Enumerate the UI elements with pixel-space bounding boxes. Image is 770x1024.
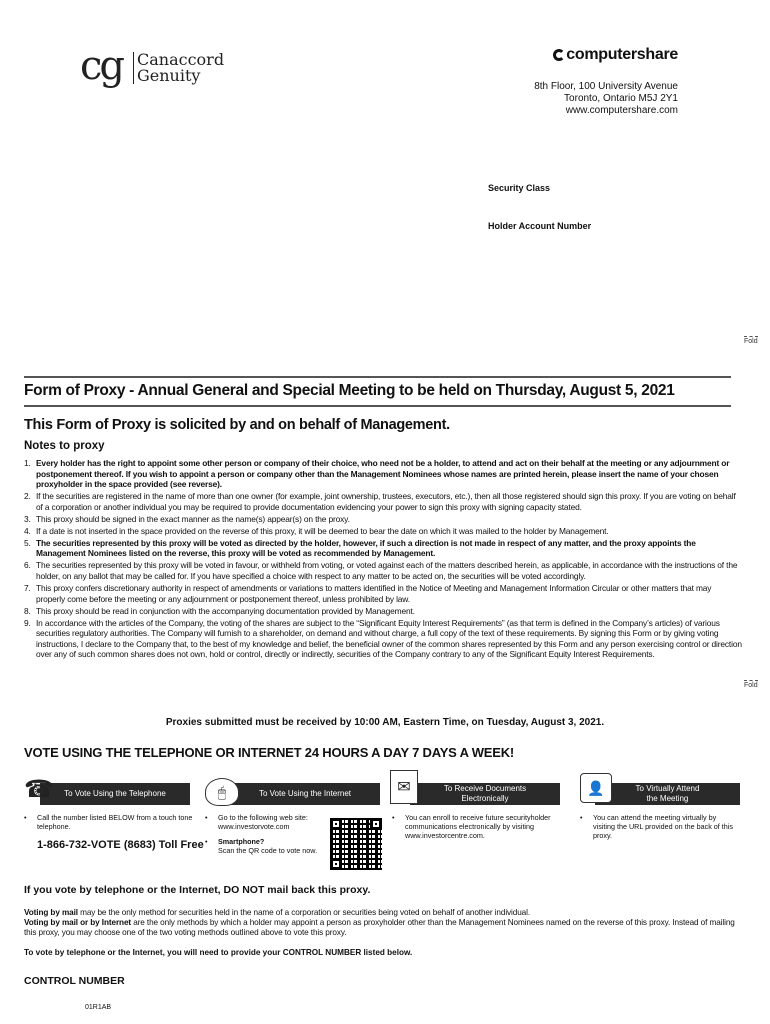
vote-heading: VOTE USING THE TELEPHONE OR INTERNET 24 HOURS A DAY 7 DAYS A WEEK! [24, 745, 515, 760]
computershare-address [534, 81, 678, 117]
computershare-c-icon [553, 49, 565, 61]
canaccord-genuity-name [133, 52, 224, 84]
note-number: 9. [24, 617, 31, 628]
form-code: 01R1AB [85, 1004, 112, 1011]
note-item [24, 583, 742, 604]
telephone-vote-title: To Vote Using the Telephone [64, 789, 166, 798]
telephone-bullet: Call the number listed BELOW from a touch tone telephone. [37, 813, 193, 831]
telephone-instructions [24, 814, 202, 832]
documents-icon: ✉ [390, 770, 418, 804]
documents-bullet[interactable]: You can enroll to receive future securityholder communications electronically by visiting www.investorcentre.com. [405, 813, 551, 840]
note-text: If the securities are registered in the name of more than one owner (for example, joint ownership, trustees, executors, etc.), then all those registered should sign this proxy. If you are voting on behalf of a corporation or another individual you may be required to provide documentation evidencing your power to sign this proxy with signing capacity stated. [36, 491, 736, 512]
note-number: 1. [24, 458, 31, 468]
note-text: The securities represented by this proxy will be voted in favour, or withheld from voting, or voted against each of the matters described herein, as applicable, in accordance with the instructions of the holder, on any ballot that may be called for. If you have specified a choice with respect to any matter to be acted on, the securities will be voted accordingly. [36, 560, 738, 581]
note-number: 5. [24, 537, 31, 548]
fold-mark-middle [744, 680, 758, 689]
cg-name-line2: Genuity [137, 66, 201, 85]
virtual-attend-title: To Virtually Attend the Meeting [635, 784, 700, 803]
mouse-icon: 🖱 [205, 778, 239, 806]
internet-instructions [205, 814, 336, 832]
note-number: 4. [24, 525, 31, 536]
virtual-instructions [580, 814, 733, 840]
note-item [24, 526, 742, 537]
note-text: If a date is not inserted in the space provided on the reverse of this proxy, it will be deemed to bear the date on which it was mailed to the holder by Management. [36, 525, 609, 536]
notes-list [24, 458, 742, 661]
note-text: This proxy should be signed in the exact manner as the name(s) appear(s) on the proxy. [36, 513, 350, 524]
fold-label: Fold [744, 682, 758, 689]
internet-bullet-1[interactable]: Go to the following web site: www.investorvote.com [218, 813, 308, 831]
mail-note-2 [24, 918, 744, 938]
note-item [24, 491, 742, 512]
computershare-logo-text: computershare [566, 46, 678, 63]
bullet: • [580, 813, 583, 822]
mail-note-1-bold: Voting by mail [24, 908, 78, 917]
address-line1: 8th Floor, 100 University Avenue [534, 81, 678, 92]
cg-name-line1: Canaccord [137, 50, 225, 69]
canaccord-cg-logo: cg [80, 43, 123, 89]
bullet: • [205, 837, 208, 846]
mail-voting-notes [24, 908, 744, 938]
fold-tick [744, 680, 758, 681]
virtual-attend-bar [595, 783, 740, 805]
fold-label: Fold [744, 338, 758, 345]
computershare-logo [553, 46, 678, 64]
note-item [24, 538, 742, 559]
fold-mark-top [744, 336, 758, 345]
fold-tick [744, 336, 758, 337]
mail-note-1-text: may be the only method for securities held in the name of a corporation or securities being voted on behalf of another individual. [77, 908, 530, 917]
bullet: • [205, 813, 208, 822]
holder-account-label: Holder Account Number [488, 221, 592, 231]
qr-finder [330, 818, 342, 830]
note-item [24, 514, 742, 525]
do-not-mail-warning: If you vote by telephone or the Internet, DO NOT mail back this proxy. [24, 884, 371, 896]
note-number: 6. [24, 560, 31, 571]
note-number: 7. [24, 583, 31, 594]
toll-free-number[interactable]: 1-866-732-VOTE (8683) Toll Free [37, 839, 204, 851]
title-bottom-rule [24, 405, 731, 407]
telephone-vote-bar [40, 783, 190, 805]
bullet: • [392, 813, 395, 822]
address-line2: Toronto, Ontario M5J 2Y1 [564, 93, 678, 104]
note-text: This proxy should be read in conjunction with the accompanying documentation provided by Management. [36, 605, 415, 616]
internet-bullet-2: Scan the QR code to vote now. [218, 845, 318, 855]
control-number-note: To vote by telephone or the Internet, you will need to provide your CONTROL NUMBER listed below. [24, 948, 413, 957]
proxy-deadline: Proxies submitted must be received by 10:00 AM, Eastern Time, on Tuesday, August 3, 2021. [165, 717, 605, 728]
internet-vote-title: To Vote Using the Internet [258, 789, 352, 798]
telephone-icon: ☎ [24, 775, 54, 803]
mail-note-2-bold: Voting by mail or by Internet [24, 918, 132, 927]
note-text: In accordance with the articles of the Company, the voting of the shares are subject to the “Significant Equity Interest Requirements” (as that term is defined in the Company’s articles) of various securities regulatory authorities. The Company will furnish to a shareholder, on demand and without charge, a full copy of the text of these requirements. By signing this Form or by giving voting instructions, I declare to the Company that, to the best of my knowledge and belief, the beneficial owner of the common shares represented by this Form and any person exercising control or direction over any of such common shares does not own, hold or control, directly or indirectly, securities of the Company contrary to any of the Significant Equity Interest Requirements. [36, 617, 742, 660]
virtual-bullet: You can attend the meeting virtually by visiting the URL provided on the back of this proxy. [593, 813, 733, 840]
solicitation-statement: This Form of Proxy is solicited by and on behalf of Management. [24, 417, 450, 433]
smartphone-label: Smartphone? [218, 837, 265, 846]
note-item [24, 606, 742, 617]
title-top-rule [24, 376, 731, 378]
note-number: 2. [24, 491, 31, 502]
qr-finder [370, 818, 382, 830]
note-text: This proxy confers discretionary authority in respect of amendments or variations to matters identified in the Notice of Meeting and Management Information Circular or other matters that may properly come before the meeting or any adjournment or postponement thereof, unless prohibited by law. [36, 583, 712, 604]
security-class-label: Security Class [488, 183, 551, 193]
note-item [24, 458, 742, 490]
smartphone-instructions [205, 838, 336, 856]
form-title: Form of Proxy - Annual General and Special Meeting to be held on Thursday, August 5, 2021 [24, 382, 675, 399]
qr-code[interactable] [330, 818, 382, 870]
note-item [24, 560, 742, 581]
bullet: • [24, 813, 27, 822]
documents-title: To Receive Documents Electronically [443, 784, 527, 803]
notes-heading: Notes to proxy [24, 440, 105, 452]
control-number-label: CONTROL NUMBER [24, 975, 125, 987]
mail-note-2-text: are the only methods by which a holder may appoint a person as proxyholder other than the Management Nominees named on the reverse of this proxy. Instead of mailing this proxy, you may choose one of the two voting methods outlined above to vote this proxy. [24, 918, 735, 937]
mail-note-1 [24, 908, 744, 918]
note-text: Every holder has the right to appoint some other person or company of their choice, who need not be a holder, to attend and act on their behalf at the meeting or any adjournment or postponement thereof. If you wish to appoint a person or company other than the Management Nominees whose names are printed herein, please insert the name of your chosen proxyholder in the space provided (see reverse). [36, 458, 730, 489]
virtual-meeting-icon: 👤 [580, 773, 612, 803]
note-item [24, 618, 742, 660]
internet-vote-bar [230, 783, 380, 805]
qr-finder [330, 858, 342, 870]
documents-instructions [392, 814, 570, 840]
documents-bar [410, 783, 560, 805]
address-line3: www.computershare.com [565, 105, 678, 116]
note-number: 3. [24, 513, 31, 524]
note-number: 8. [24, 605, 31, 616]
note-text: The securities represented by this proxy will be voted as directed by the holder, however, if such a direction is not made in respect of any matter, and the proxy appoints the Management Nominees listed on the reverse, this proxy will be voted as recommended by Management. [36, 537, 696, 559]
